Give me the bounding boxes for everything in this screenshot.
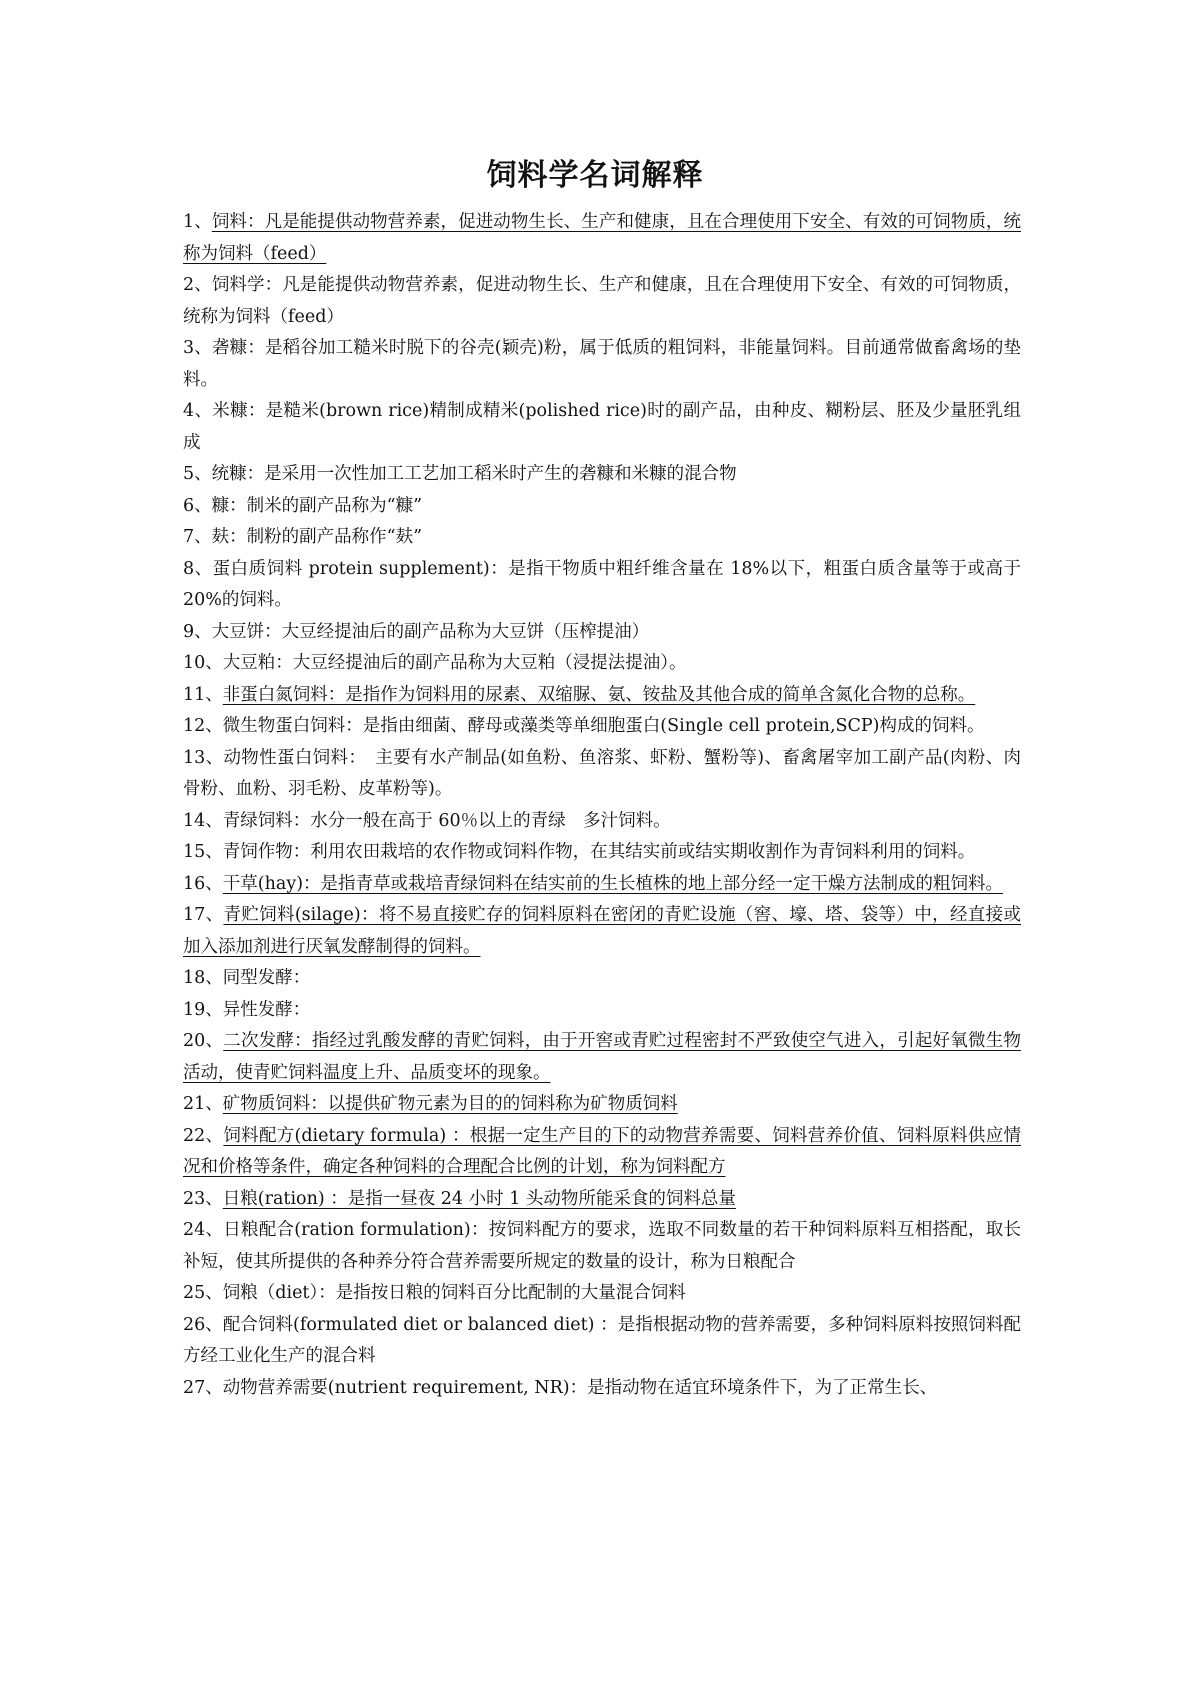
entry-text: 饲料：凡是能提供动物营养素，促进动物生长、生产和健康，且在合理使用下安全、有效的可饲物质，统称为饲料（feed） [183,212,1021,264]
entry-number: 12、 [183,716,223,736]
entry-number: 19、 [183,999,223,1020]
entry-number: 27、 [183,1377,223,1398]
entry-number: 9、 [183,621,212,642]
entry-text: 大豆粕：大豆经提油后的副产品称为大豆粕（浸提法提油）。 [222,653,687,673]
entry-number: 24、 [183,1220,224,1240]
entry-number: 18、 [183,968,223,988]
entry-text: 二次发酵：指经过乳酸发酵的青贮饲料，由于开窖或青贮过程密封不严致使空气进入，引起好氧微生物活动，使青贮饲料温度上升、品质变坏的现象。 [183,1031,1021,1083]
entry-number: 8、 [183,558,213,579]
glossary-entry [183,806,1021,838]
glossary-entry [183,491,1021,523]
entry-number: 25、 [183,1283,223,1303]
entry-text: 青贮饲料(silage)：将不易直接贮存的饲料原料在密闭的青贮设施（窖、壕、塔、袋等）中，经直接或加入添加剂进行厌氧发酵制得的饲料。 [183,905,1021,957]
entry-text: 蛋白质饲料 protein supplement)：是指干物质中粗纤维含量在 18%以下，粗蛋白质含量等于或高于 20%的饲料。 [183,558,1021,610]
glossary-entry [183,900,1021,963]
entry-text: 干草(hay)：是指青草或栽培青绿饲料在结实前的生长植株的地上部分经一定干燥方法制成的粗饲料。 [222,873,1004,894]
entry-number: 20、 [183,1031,224,1051]
entry-number: 6、 [183,495,212,516]
entry-number: 16、 [183,873,223,894]
entry-text: 非蛋白氮饲料：是指作为饲料用的尿素、双缩脲、氨、铵盐及其他合成的简单含氮化合物的总称。 [222,684,976,705]
glossary-entry [183,869,1021,901]
entry-text: 饲粮（diet）：是指按日粮的饲料百分比配制的大量混合饲料 [222,1283,686,1303]
glossary-entry [183,995,1021,1027]
page-title: 饲料学名词解释 [486,158,704,193]
entry-number: 17、 [183,905,224,925]
entry-text: 麸：制粉的副产品称作“麸” [211,527,423,547]
glossary-entry [183,837,1021,869]
glossary-entry [183,1278,1021,1310]
entry-text: 米糠：是糙米(brown rice)精制成精米(polished rice)时的副产品，由种皮、糊粉层、胚及少量胚乳组成 [183,401,1021,453]
glossary-entry [183,617,1021,649]
glossary-entry [183,1026,1021,1089]
entry-text: 青饲作物：利用农田栽培的农作物或饲料作物，在其结实前或结实期收割作为青饲料利用的饲料。 [222,842,976,862]
entry-text: 饲料学：凡是能提供动物营养素，促进动物生长、生产和健康，且在合理使用下安全、有效的可饲物质，统称为饲料（feed） [183,275,1021,327]
entry-text: 青绿饲料：水分一般在高于 60％以上的青绿 多汁饲料。 [222,810,671,831]
entry-text: 微生物蛋白饲料：是指由细菌、酵母或藻类等单细胞蛋白(Single cell protein,SCP)构成的饲料。 [222,716,985,736]
entry-number: 1、 [183,212,212,232]
entry-text: 动物营养需要(nutrient requirement, NR)：是指动物在适宜环境条件下，为了正常生长、 [222,1377,938,1398]
glossary-entry [183,396,1021,459]
entry-number: 4、 [183,401,213,421]
glossary-entry [183,743,1021,806]
entry-number: 11、 [183,684,223,705]
entry-text: 日粮配合(ration formulation)：按饲料配方的要求，选取不同数量的若干种饲料原料互相搭配，取长补短，使其所提供的各种养分符合营养需要所规定的数量的设计，称为日粮配合 [183,1220,1021,1272]
glossary-entry [183,207,1021,270]
entry-text: 日粮(ration) ：是指一昼夜 24 小时 1 头动物所能采食的饲料总量 [222,1188,736,1209]
entry-number: 26、 [183,1314,223,1335]
entry-number: 3、 [183,338,212,358]
entry-number: 13、 [183,747,224,768]
entry-text: 矿物质饲料：以提供矿物元素为目的的饲料称为矿物质饲料 [222,1094,678,1114]
entry-number: 7、 [183,527,212,547]
entry-number: 15、 [183,842,223,862]
entry-text: 大豆饼：大豆经提油后的副产品称为大豆饼（压榨提油） [211,621,650,642]
glossary-entry [183,522,1021,554]
glossary-entry [183,648,1021,680]
entry-number: 23、 [183,1188,223,1209]
glossary-list [183,207,1021,1404]
entry-text: 糠：制米的副产品称为“糠” [211,495,423,516]
glossary-entry [183,680,1021,712]
entry-text: 饲料配方(dietary formula) ：根据一定生产目的下的动物营养需要、饲料营养价值、饲料原料供应情况和价格等条件，确定各种饲料的合理配合比例的计划，称为饲料配方 [183,1125,1021,1177]
entry-text: 同型发酵： [222,968,311,988]
glossary-entry [183,1121,1021,1184]
glossary-entry [183,1184,1021,1216]
glossary-entry [183,963,1021,995]
entry-number: 14、 [183,810,223,831]
entry-number: 2、 [183,275,212,295]
glossary-entry [183,1310,1021,1373]
glossary-entry [183,554,1021,617]
entry-number: 22、 [183,1125,224,1146]
entry-number: 5、 [183,464,212,484]
entry-text: 统糠：是采用一次性加工工艺加工稻米时产生的砻糠和米糠的混合物 [211,464,737,484]
entry-text: 砻糠：是稻谷加工糙米时脱下的谷壳(颖壳)粉，属于低质的粗饲料，非能量饲料。目前通常做畜禽场的垫料。 [183,338,1021,390]
glossary-entry [183,333,1021,396]
entry-text: 动物性蛋白饲料： 主要有水产制品(如鱼粉、鱼溶浆、虾粉、蟹粉等)、畜禽屠宰加工副产品(肉粉、肉骨粉、血粉、羽毛粉、皮革粉等)。 [183,747,1021,799]
entry-text: 异性发酵： [222,999,311,1020]
entry-number: 10、 [183,653,223,673]
entry-number: 21、 [183,1094,223,1114]
glossary-entry [183,1373,1021,1405]
glossary-entry [183,1089,1021,1121]
glossary-entry [183,711,1021,743]
glossary-entry [183,459,1021,491]
entry-text: 配合饲料(formulated diet or balanced diet) ：是指根据动物的营养需要，多种饲料原料按照饲料配方经工业化生产的混合料 [183,1314,1022,1366]
glossary-entry [183,1215,1021,1278]
glossary-entry [183,270,1021,333]
